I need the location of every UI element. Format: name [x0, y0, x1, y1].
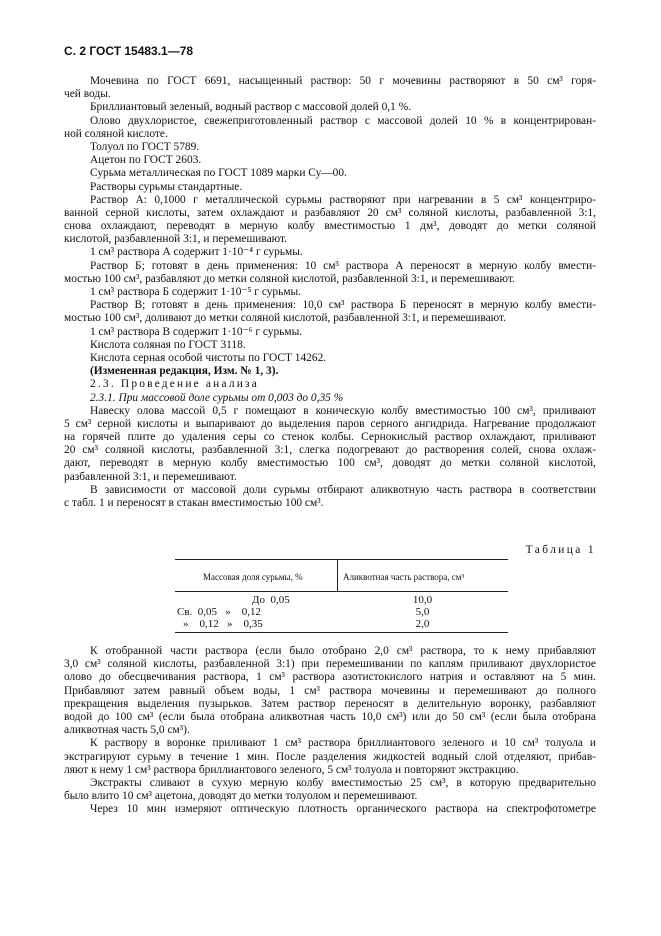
text-line: Раствор А: 0,1000 г металлической сурьмы растворяют при нагревании в 5 см³ концентриро-: [90, 193, 596, 206]
table-header-rule: [175, 591, 508, 592]
table-cell-range: До 0,05: [252, 594, 290, 606]
text-line: 1 см³ раствора Б содержит 1·10⁻⁵ г сурьмы.: [90, 286, 302, 298]
text-line: Раствор В; готовят в день применения: 10,0 см³ раствора Б переносят в мерную колбу вмести-: [90, 299, 596, 312]
table-bottom-rule: [175, 632, 508, 633]
text-line: Сурьма металлическая по ГОСТ 1089 марки Су—00.: [90, 167, 347, 180]
text-line: Олово двухлористое, свежеприготовленный раствор с массовой долей 10 % в концентрирован-: [90, 114, 596, 127]
text-line: на горячей плите до удаления серы со стенок колбы. Сернокислый раствор охлаждают, приливают: [64, 431, 596, 444]
table-caption: Таблица 1: [525, 544, 596, 556]
text-line: Через 10 мин измеряют оптическую плотность органического раствора на спектрофотометре: [90, 803, 596, 816]
text-line: разбавленной 3:1, и перемешивают.: [64, 470, 237, 483]
text-block-procedure: [64, 645, 596, 816]
text-line: Прибавляют затем равный объем воды, 1 см³ раствора мочевины и перемешивают до полного: [64, 684, 596, 697]
table-cell-range: Св. 0,05 » 0,12: [177, 606, 262, 618]
text-line: 2.3. Проведение анализа: [90, 378, 259, 391]
page-header: С. 2 ГОСТ 15483.1—78: [64, 44, 194, 58]
text-line: Экстракты сливают в сухую мерную колбу вместимостью 25 см³, в которую предварительно: [90, 776, 596, 789]
table-cell-aliquot: 10,0: [412, 594, 433, 606]
text-line: Ацетон по ГОСТ 2603.: [90, 154, 202, 167]
text-line: 3,0 см³ соляной кислоты, разбавленной 3:1) при перемешивании по каплям приливают двухлористое: [64, 658, 596, 671]
text-line: 5 см³ серной кислоты и выпаривают до выделения паров серного ангидрида. Нагревание продолжают: [64, 417, 596, 430]
text-line: чей воды.: [64, 88, 111, 101]
table-cell-range: » 0,12 » 0,35: [183, 618, 263, 630]
text-line: ванной серной кислоты, затем охлаждают и разбавляют 20 см³ соляной кислоты, разбавленной 3:1,: [64, 206, 596, 219]
table-header-mass-fraction: Массовая доля сурьмы, %: [203, 572, 303, 582]
text-line: Навеску олова массой 0,5 г помещают в коническую колбу вместимостью 100 см³, приливают: [90, 404, 596, 417]
text-line: снова охлаждают, переводят в мерную колбу вместимостью 1 дм³, доводят до метки соляной: [64, 220, 596, 233]
text-line: 2.3.1. При массовой доле сурьмы от 0,003 до 0,35 %: [90, 391, 344, 404]
table-cell-aliquot: 5,0: [415, 606, 430, 618]
text-line: Кислота соляная по ГОСТ 3118.: [90, 338, 246, 351]
text-line: К раствору в воронке приливают 1 см³ раствора бриллиантового зеленого и 10 см³ толуола и: [90, 737, 596, 750]
text-line: мостью 100 см³, разбавляют до метки соляной кислотой, разбавленной 3:1, и перемешивают.: [64, 272, 515, 285]
table-row: [175, 618, 508, 630]
table-cell-aliquot: 2,0: [415, 618, 430, 630]
text-line: В зависимости от массовой доли сурьмы отбирают аликвотную часть раствора в соответствии: [90, 483, 596, 496]
text-line: 1 см³ раствора В содержит 1·10⁻⁶ г сурьмы.: [90, 325, 303, 338]
text-line: было влито 10 см³ ацетона, доводят до метки толуолом и перемешивают.: [64, 790, 418, 803]
text-line: олово до обесцвечивания раствора, 1 см³ раствора азотистокислого натрия и оставляют на 5 мин.: [64, 671, 596, 684]
text-line: Раствор Б; готовят в день применения: 10 см³ раствора А переносят в мерную колбу вмести-: [90, 259, 596, 272]
text-line: экстрагируют сурьму в течение 1 мин. После разделения жидкостей водный слой отделяют, прибав-: [64, 750, 596, 763]
text-line: Толуол по ГОСТ 5789.: [90, 140, 200, 153]
text-line: с табл. 1 и переносят в стакан вместимостью 100 см³.: [64, 497, 324, 509]
table-row: [175, 606, 508, 618]
text-line: водой до 100 см³ (если была отобрана аликвотная часть 10,0 см³) или до 50 см³ (если была отобрана: [64, 710, 596, 723]
text-line: Растворы сурьмы стандартные.: [90, 180, 243, 193]
text-line: ной соляной кислоте.: [64, 127, 168, 140]
text-line: прекращения выделения пузырьков. Затем раствор переносят в делительную воронку, разбавляют: [64, 697, 596, 710]
table-header-aliquot: Аликвотная часть раствора, см³: [343, 572, 465, 582]
text-line: мостью 100 см³, доливают до метки соляной кислотой, разбавленной 3:1, и перемешивают.: [64, 312, 506, 325]
text-line: Кислота серная особой чистоты по ГОСТ 14262.: [90, 351, 327, 364]
text-line: аликвотная часть 5,0 см³).: [64, 724, 190, 737]
text-line: ляют к нему 1 см³ раствора бриллиантового зеленого, 5 см³ толуола и повторяют экстракцию.: [64, 763, 519, 776]
text-line: Бриллиантовый зеленый, водный раствор с массовой долей 0,1 %.: [90, 101, 412, 114]
table-top-rule: [175, 559, 508, 560]
text-line: Мочевина по ГОСТ 6691, насыщенный раствор: 50 г мочевины растворяют в 50 см³ горя-: [90, 75, 596, 87]
table-column-divider: [337, 559, 338, 591]
text-line: (Измененная редакция, Изм. № 1, 3).: [90, 365, 279, 378]
text-block-reagents: [64, 75, 596, 510]
table-row: [175, 594, 508, 606]
text-line: дают, переводят в мерную колбу вместимостью 100 см³, доводят до метки соляной кислотой,: [64, 457, 596, 470]
text-line: 1 см³ раствора А содержит 1·10⁻⁴ г сурьмы.: [90, 246, 303, 259]
text-line: кислотой, разбавленной 3:1, и перемешивают.: [64, 233, 287, 246]
text-line: 20 см³ соляной кислоты, разбавленной 3:1, слегка подогревают до растворения солей, снова охлаж-: [64, 444, 596, 457]
text-line: К отобранной части раствора (если было отобрано 2,0 см³ раствора, то к нему прибавляют: [90, 645, 596, 657]
